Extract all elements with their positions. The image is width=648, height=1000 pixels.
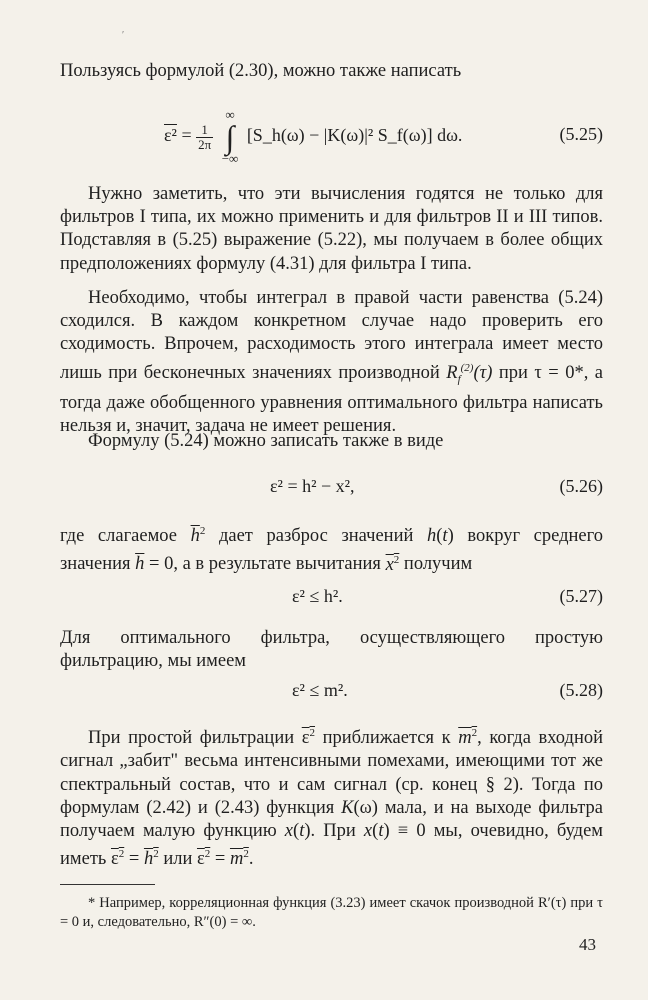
derivative-symbol: $R_f^{(2)}(\tau)$ — [446, 361, 493, 386]
equation-number: (5.26) — [559, 476, 603, 496]
footnote: * Например, корреляционная функция (3.23) имеет скачок производной R′(τ) при τ = 0 и, следовательно, R″(0) = ∞. — [60, 895, 603, 930]
page-number: 43 — [579, 935, 596, 954]
footnote-divider — [60, 884, 155, 885]
margin-mark: ′ — [122, 30, 125, 41]
equation-number: (5.27) — [559, 586, 603, 606]
paragraph-spread: где слагаемое $\overline{h}^2$ дает разброс значений h(t) вокруг среднего значения $\overline{h} = 0$, а в результате вычитания $x^2$ получим — [60, 525, 603, 575]
integral-sign: ∞ ∫ −∞ — [221, 107, 239, 166]
paragraph-optimal-filter: Для оптимального фильтра, осуществляющего простую фильтрацию, мы имеем — [60, 628, 603, 672]
equation-5-26: ε² = h² − x², (5.26) — [270, 476, 603, 496]
paragraph-intro: Пользуясь формулой (2.30), можно также написать — [60, 61, 462, 81]
eq525-integrand: [S_h(ω) − |K(ω)|² S_f(ω)] dω. — [246, 125, 463, 146]
paragraph-formula-5-24: Формулу (5.24) можно записать также в виде — [88, 431, 444, 451]
paragraph-simple-filtration: При простой фильтрации $\varepsilon^2$ приближается к $m^2$, когда входной сигнал „забит" весьма интенсивными помехами, имеющими тот же спектральный состав, что и сам сигнал (ср. конец § 2). Тогда по формулам (2.42) и (2.43) функция K(ω) мала, и на выходе фильтра получаем малую функцию x(t). При x(t) ≡ 0 мы, очевидно, будем иметь $\varepsilon^2 = h^2$ или $\varepsilon^2 = m^2$. — [60, 727, 603, 870]
paragraph-filter-types: Нужно заметить, что эти вычисления годятся не только для фильтров I типа, их можно применить и для фильтров II и III типов. Подставляя в (5.25) выражение (5.22), мы получаем в более общих предположениях формулу (4.31) для фильтра I типа. — [60, 184, 603, 274]
equation-number: (5.25) — [559, 124, 603, 144]
equation-5-28: ε² ≤ m². (5.28) — [292, 680, 603, 700]
paragraph-convergence: Необходимо, чтобы интеграл в правой части равенства (5.24) сходился. В каждом конкретном случае надо проверить его сходимость. Впрочем, расходимость этого интеграла имеет место лишь при бесконечных значениях производной $R_f^{(2)}(\tau)$ при τ = 0*, а тогда даже обобщенного уравнения оптимального фильтра написать нельзя и, значит, задача не имеет решения. — [60, 288, 603, 436]
eq525-lhs: ε² — [164, 125, 177, 146]
equation-number: (5.28) — [559, 680, 603, 700]
equation-5-27: ε² ≤ h². (5.27) — [292, 586, 603, 606]
equation-5-25: ε² = $\frac{1}{2\pi}$ ∞ ∫ −∞ [S_h(ω) − |K(ω)|² S_f(ω)] dω. (5.25) — [164, 107, 603, 166]
eq525-fraction: $\frac{1}{2\pi}$ — [198, 121, 212, 152]
